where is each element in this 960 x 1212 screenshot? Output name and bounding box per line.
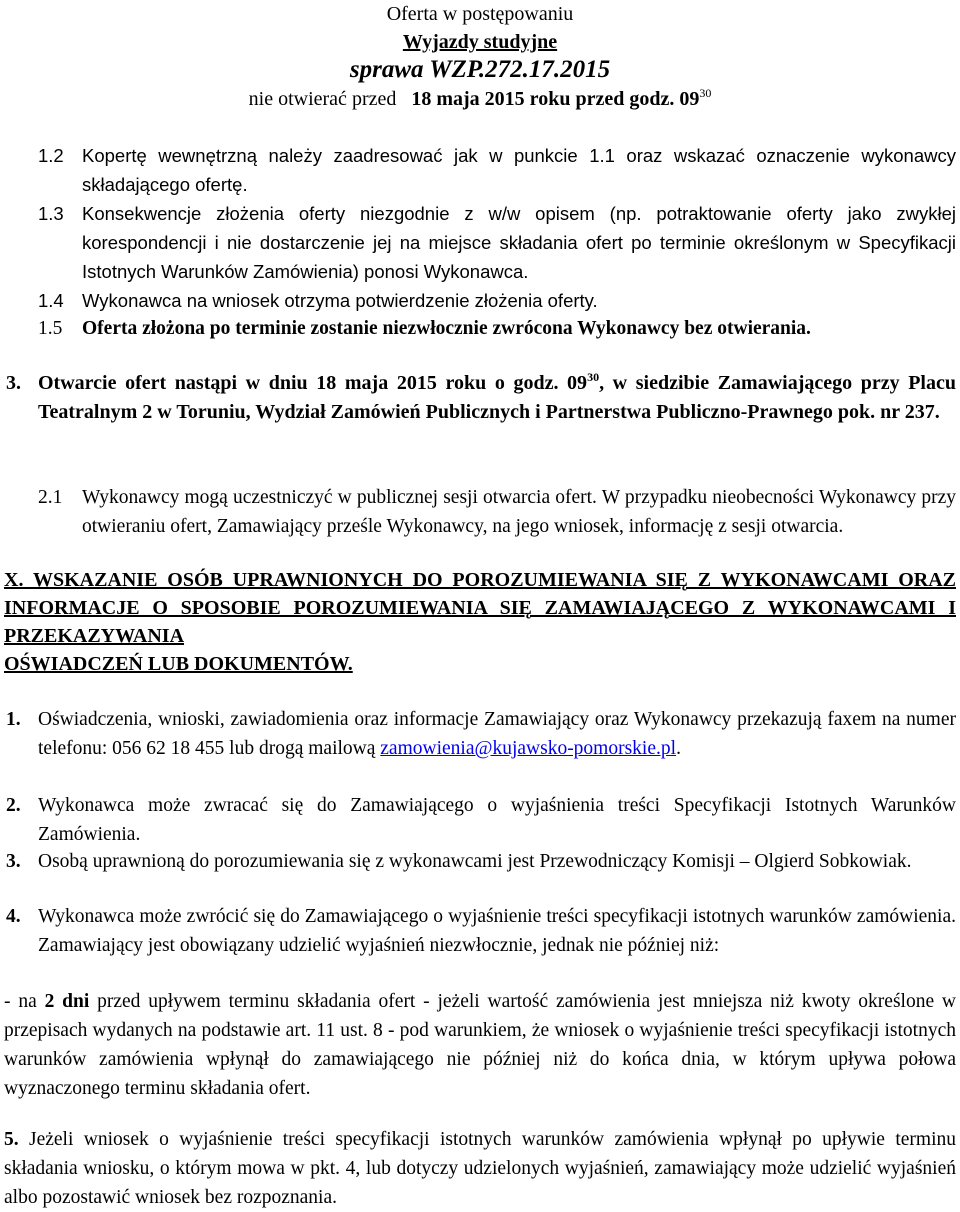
item-number: 3. (6, 372, 21, 394)
point-text-content: Oświadczenia, wnioski, zawiadomienia oraz informacje Zamawiający oraz Wykonawcy przekazują faxem na numer telefonu: 056 62 18 455 lub drogą mailową (38, 709, 956, 759)
rule-text: przed upływem terminu składania ofert - jeżeli wartość zamówienia jest mniejsza niż kwoty określone w przepisach wydanych na podstawie art. 11 ust. 8 - pod warunkiem, że wniosek o wyjaśnienie treści specyfikacji istotnych warunków zamówienia wpłynął do zamawiającego nie później niż do końca dnia, w którym upływa połowa wyznaczonego terminu składania ofert. (4, 991, 957, 1099)
opening-text-end: , w siedzibie Zamawiającego przy Placu Teatralnym 2 w Toruniu, Wydział Zamówień Publicznych i Partnerstwa Publiczno-Prawnego pok. nr 237. (38, 372, 956, 423)
envelope-line-case: sprawa WZP.272.17.2015 (349, 56, 611, 83)
contact-email-link[interactable]: zamowienia@kujawsko-pomorskie.pl (380, 738, 677, 759)
point-number: 2. (6, 795, 21, 816)
section-heading-last: OŚWIADCZEŃ LUB DOKUMENTÓW. (4, 653, 353, 675)
section-x-heading (4, 566, 956, 650)
item-text (82, 141, 956, 199)
envelope-line-offer: Oferta w postępowaniu (386, 3, 574, 25)
item-text-content: Konsekwencje złożenia oferty niezgodnie z w/w opisem (np. potraktowanie oferty jako zwykłej korespondencji i nie dostarczenie jej na miejsce składania ofert po terminie określonym w Specyfikacji Istotnych Warunków Zamówienia) ponosi Wykonawca. (82, 203, 956, 282)
point-text-content: Wykonawca może zwrócić się do Zamawiającego o wyjaśnienie treści specyfikacji istotnych warunków zamówienia. Zamawiający jest obowiązany udzielić wyjaśnień niezwłocznie, jednak nie później niż: (38, 906, 956, 956)
point-number: 3. (6, 851, 21, 872)
section-x-heading-last-line (4, 650, 956, 678)
opening-minutes: 30 (587, 370, 600, 384)
item-text-content: Oferta złożona po terminie zostanie niezwłocznie zwrócona Wykonawcy bez otwierania. (82, 318, 811, 339)
point-number: 1. (6, 709, 21, 730)
section-x-point-5 (4, 1125, 956, 1212)
point-text-content: Osobą uprawnioną do porozumiewania się z wykonawcami jest Przewodniczący Komisji – Olgierd Sobkowiak. (38, 851, 912, 872)
item-text-content: Kopertę wewnętrzną należy zaadresować jak w punkcie 1.1 oraz wskazać oznaczenie wykonawcy składającego ofertę. (82, 145, 956, 195)
envelope-line-title: Wyjazdy studyjne (402, 31, 558, 53)
item-number: 1.2 (38, 145, 64, 166)
item-number: 1.5 (38, 318, 63, 339)
item-text (82, 286, 956, 315)
item-text (38, 369, 956, 427)
item-text-content: Wykonawca na wniosek otrzyma potwierdzenie złożenia oferty. (82, 290, 598, 311)
point-text-content: Jeżeli wniosek o wyjaśnienie treści specyfikacji istotnych warunków zamówienia wpłynął po upływie terminu składania wniosku, o którym mowa w pkt. 4, lub dotyczy udzielonych wyjaśnień, zamawiający może udzielić wyjaśnień albo pozostawić wniosek bez rozpoznania. (4, 1129, 956, 1208)
envelope-line-deadline (0, 86, 960, 113)
rule-prefix: - na (4, 991, 45, 1012)
point-text (38, 705, 956, 763)
point-text-content: Wykonawca może zwracać się do Zamawiającego o wyjaśnienia treści Specyfikacji Istotnych Warunków Zamówienia. (38, 795, 956, 845)
deadline-prefix: nie otwierać przed (248, 88, 397, 110)
section-x-deadline-rule (4, 987, 956, 1103)
opening-text-start: Otwarcie ofert nastąpi w dniu 18 maja 2015 roku o godz. 09 (38, 372, 588, 394)
point-text (38, 791, 956, 849)
deadline-minutes: 30 (699, 86, 712, 100)
item-number: 1.4 (38, 290, 64, 311)
point-text-end: . (676, 738, 681, 759)
point-text (38, 847, 956, 876)
point-number: 5. (4, 1129, 19, 1150)
item-text (82, 199, 956, 286)
item-text (82, 314, 956, 343)
point-text (38, 902, 956, 960)
item-number: 2.1 (38, 487, 63, 508)
item-number: 1.3 (38, 203, 64, 224)
deadline-date: 18 maja 2015 roku przed godz. 09 (411, 88, 700, 110)
item-text (82, 483, 956, 541)
section-heading-text: X. WSKAZANIE OSÓB UPRAWNIONYCH DO POROZUMIEWANIA SIĘ Z WYKONAWCAMI ORAZ INFORMACJE O SPOSOBIE POROZUMIEWANIA SIĘ ZAMAWIAJĄCEGO Z WYKONAWCAMI I PRZEKAZYWANIA (4, 569, 956, 647)
rule-days: 2 dni (44, 991, 90, 1012)
point-number: 4. (6, 906, 21, 927)
item-text-content: Wykonawcy mogą uczestniczyć w publicznej sesji otwarcia ofert. W przypadku nieobecności Wykonawcy przy otwieraniu ofert, Zamawiający prześle Wykonawcy, na jego wniosek, informację z sesji otwarcia. (82, 487, 956, 537)
